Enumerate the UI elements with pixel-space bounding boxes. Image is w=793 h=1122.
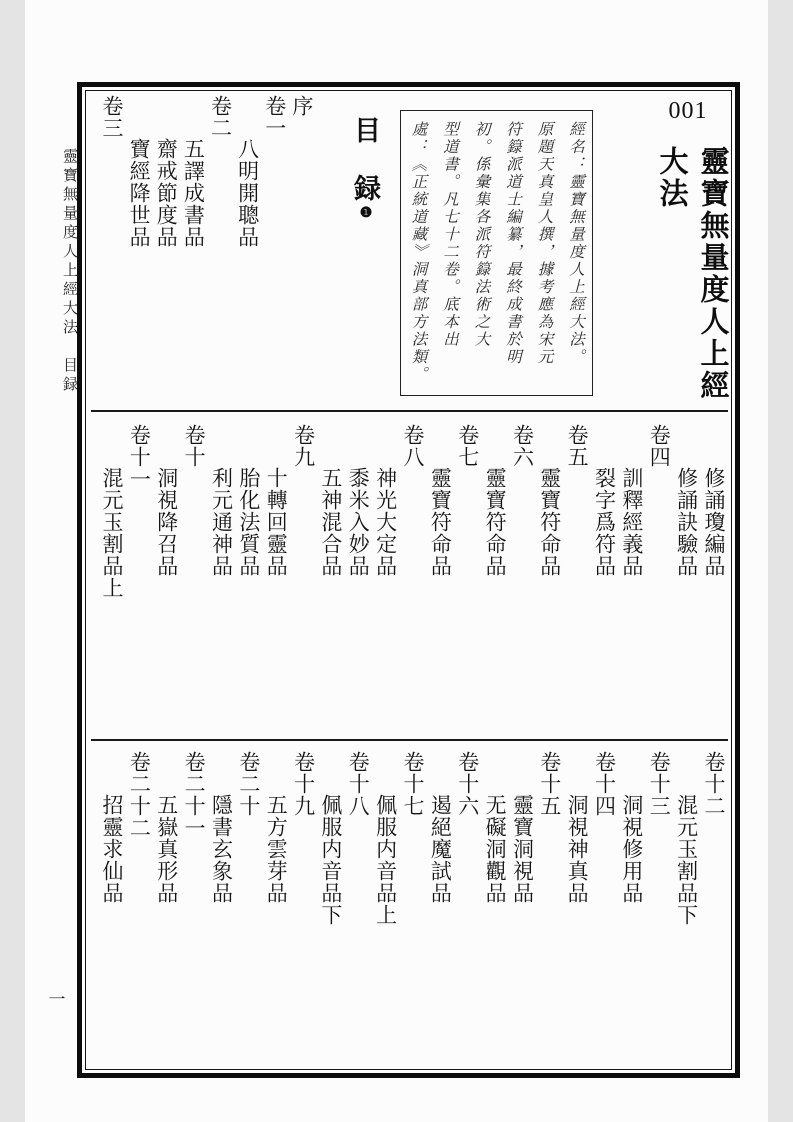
folio-number: 001 (668, 98, 708, 124)
scanned-page (25, 0, 768, 1122)
toc-column-chapter: 卷四 (647, 424, 672, 468)
toc-column-chapter: 卷二十 (236, 751, 261, 817)
toc-column-chapter: 卷五 (565, 424, 590, 468)
toc-column-item: 訓釋經義品 (619, 467, 644, 577)
toc-column-item: 无礙洞觀品 (483, 794, 508, 904)
toc-column-chapter: 卷九 (291, 424, 316, 468)
toc-column-chapter: 卷七 (455, 424, 480, 468)
toc-column-item: 五神混合品 (318, 467, 343, 577)
book-title-column-2: 大法 (655, 146, 688, 210)
toc-column-item: 五譯成書品 (181, 138, 206, 248)
note-line: 型道書。凡七十二卷。底本出 (441, 121, 458, 349)
note-line: 符籙派道士編纂，最終成書於明 (504, 121, 521, 366)
toc-section-3 (101, 751, 725, 1056)
margin-running-title: 靈寶無量度人上經大法 目録 (61, 148, 77, 395)
toc-column-item: 黍米入妙品 (346, 467, 371, 577)
toc-column-chapter: 卷二 (208, 95, 233, 139)
toc-column-chapter: 卷十二 (701, 751, 726, 817)
note-line: 處：《正統道藏》洞真部方法類。 (409, 121, 427, 384)
section-divider-2 (91, 739, 728, 741)
toc-column-chapter: 卷二十一 (182, 751, 207, 839)
toc-column-item: 洞視神真品 (565, 794, 590, 904)
toc-column-item: 靈寶符命品 (428, 467, 453, 577)
note-line: 原題天真皇人撰，據考應為宋元 (535, 121, 553, 366)
toc-heading (345, 116, 379, 223)
toc-heading-text: 目 録 (350, 116, 380, 203)
toc-column-item: 佩服内音品下 (318, 794, 343, 926)
toc-column-chapter: 卷一 (262, 95, 287, 139)
toc-column-item: 洞視修用品 (619, 794, 644, 904)
section-divider-1 (91, 410, 728, 412)
toc-column-item: 靈寶符命品 (537, 467, 562, 577)
toc-column-item: 十轉回靈品 (264, 467, 289, 577)
toc-column-item: 洞視降召品 (154, 467, 179, 577)
toc-column-item: 利元通神品 (209, 467, 234, 577)
toc-column-preface: 序 (289, 95, 314, 117)
toc-column-item: 招靈求仙品 (100, 794, 125, 904)
toc-column-item: 神光大定品 (373, 467, 398, 577)
toc-column-chapter: 卷二十二 (127, 751, 152, 839)
toc-column-chapter: 卷八 (401, 424, 425, 468)
toc-column-item: 佩服内音品上 (373, 794, 398, 926)
toc-column-item: 五方雲芽品 (264, 794, 289, 904)
toc-column-item: 齋戒節度品 (154, 138, 179, 248)
toc-column-item: 混元玉割品上 (100, 467, 125, 599)
toc-column-item: 裂字爲符品 (592, 467, 617, 577)
toc-column-item: 隱書玄象品 (209, 794, 234, 904)
toc-column-chapter: 卷十六 (455, 751, 480, 817)
toc-column-item: 混元玉割品下 (674, 794, 699, 926)
toc-column-item: 遏絕魔試品 (428, 794, 453, 904)
page-number: 一 (48, 990, 66, 1009)
toc-column-item: 五嶽真形品 (154, 794, 179, 904)
book-title-column-1: 靈寶無量度人上經 (696, 146, 729, 402)
toc-section-2 (101, 424, 725, 729)
toc-column-chapter: 卷十三 (647, 751, 672, 817)
note-line: 經名：靈寶無量度人上經大法。 (567, 121, 584, 366)
toc-column-item: 靈寶洞視品 (510, 794, 535, 904)
toc-column-chapter: 卷十九 (291, 751, 316, 817)
toc-column-chapter: 卷十一 (127, 424, 152, 490)
toc-column-item: 修誦瓊編品 (701, 467, 726, 577)
toc-column-chapter: 卷三 (100, 95, 125, 139)
note-line: 初。係彙集各派符籙法術之大 (472, 121, 490, 349)
toc-section-1 (101, 95, 313, 405)
toc-column-item: 修誦訣驗品 (674, 467, 699, 577)
toc-column-item: 靈寶符命品 (483, 467, 508, 577)
toc-column-item: 胎化法質品 (236, 467, 261, 577)
toc-column-chapter: 卷十 (182, 424, 207, 468)
toc-column-chapter: 卷十八 (346, 751, 371, 817)
footnote-marker-icon: ❶ (358, 205, 373, 223)
toc-column-chapter: 卷十五 (537, 751, 562, 817)
toc-column-item: 八明開聰品 (235, 138, 260, 248)
toc-column-item: 寶經降世品 (127, 138, 152, 248)
toc-column-chapter: 卷六 (510, 424, 535, 468)
toc-column-chapter: 卷十七 (401, 751, 425, 817)
bibliographic-note-box (400, 110, 593, 396)
toc-column-chapter: 卷十四 (592, 751, 617, 817)
